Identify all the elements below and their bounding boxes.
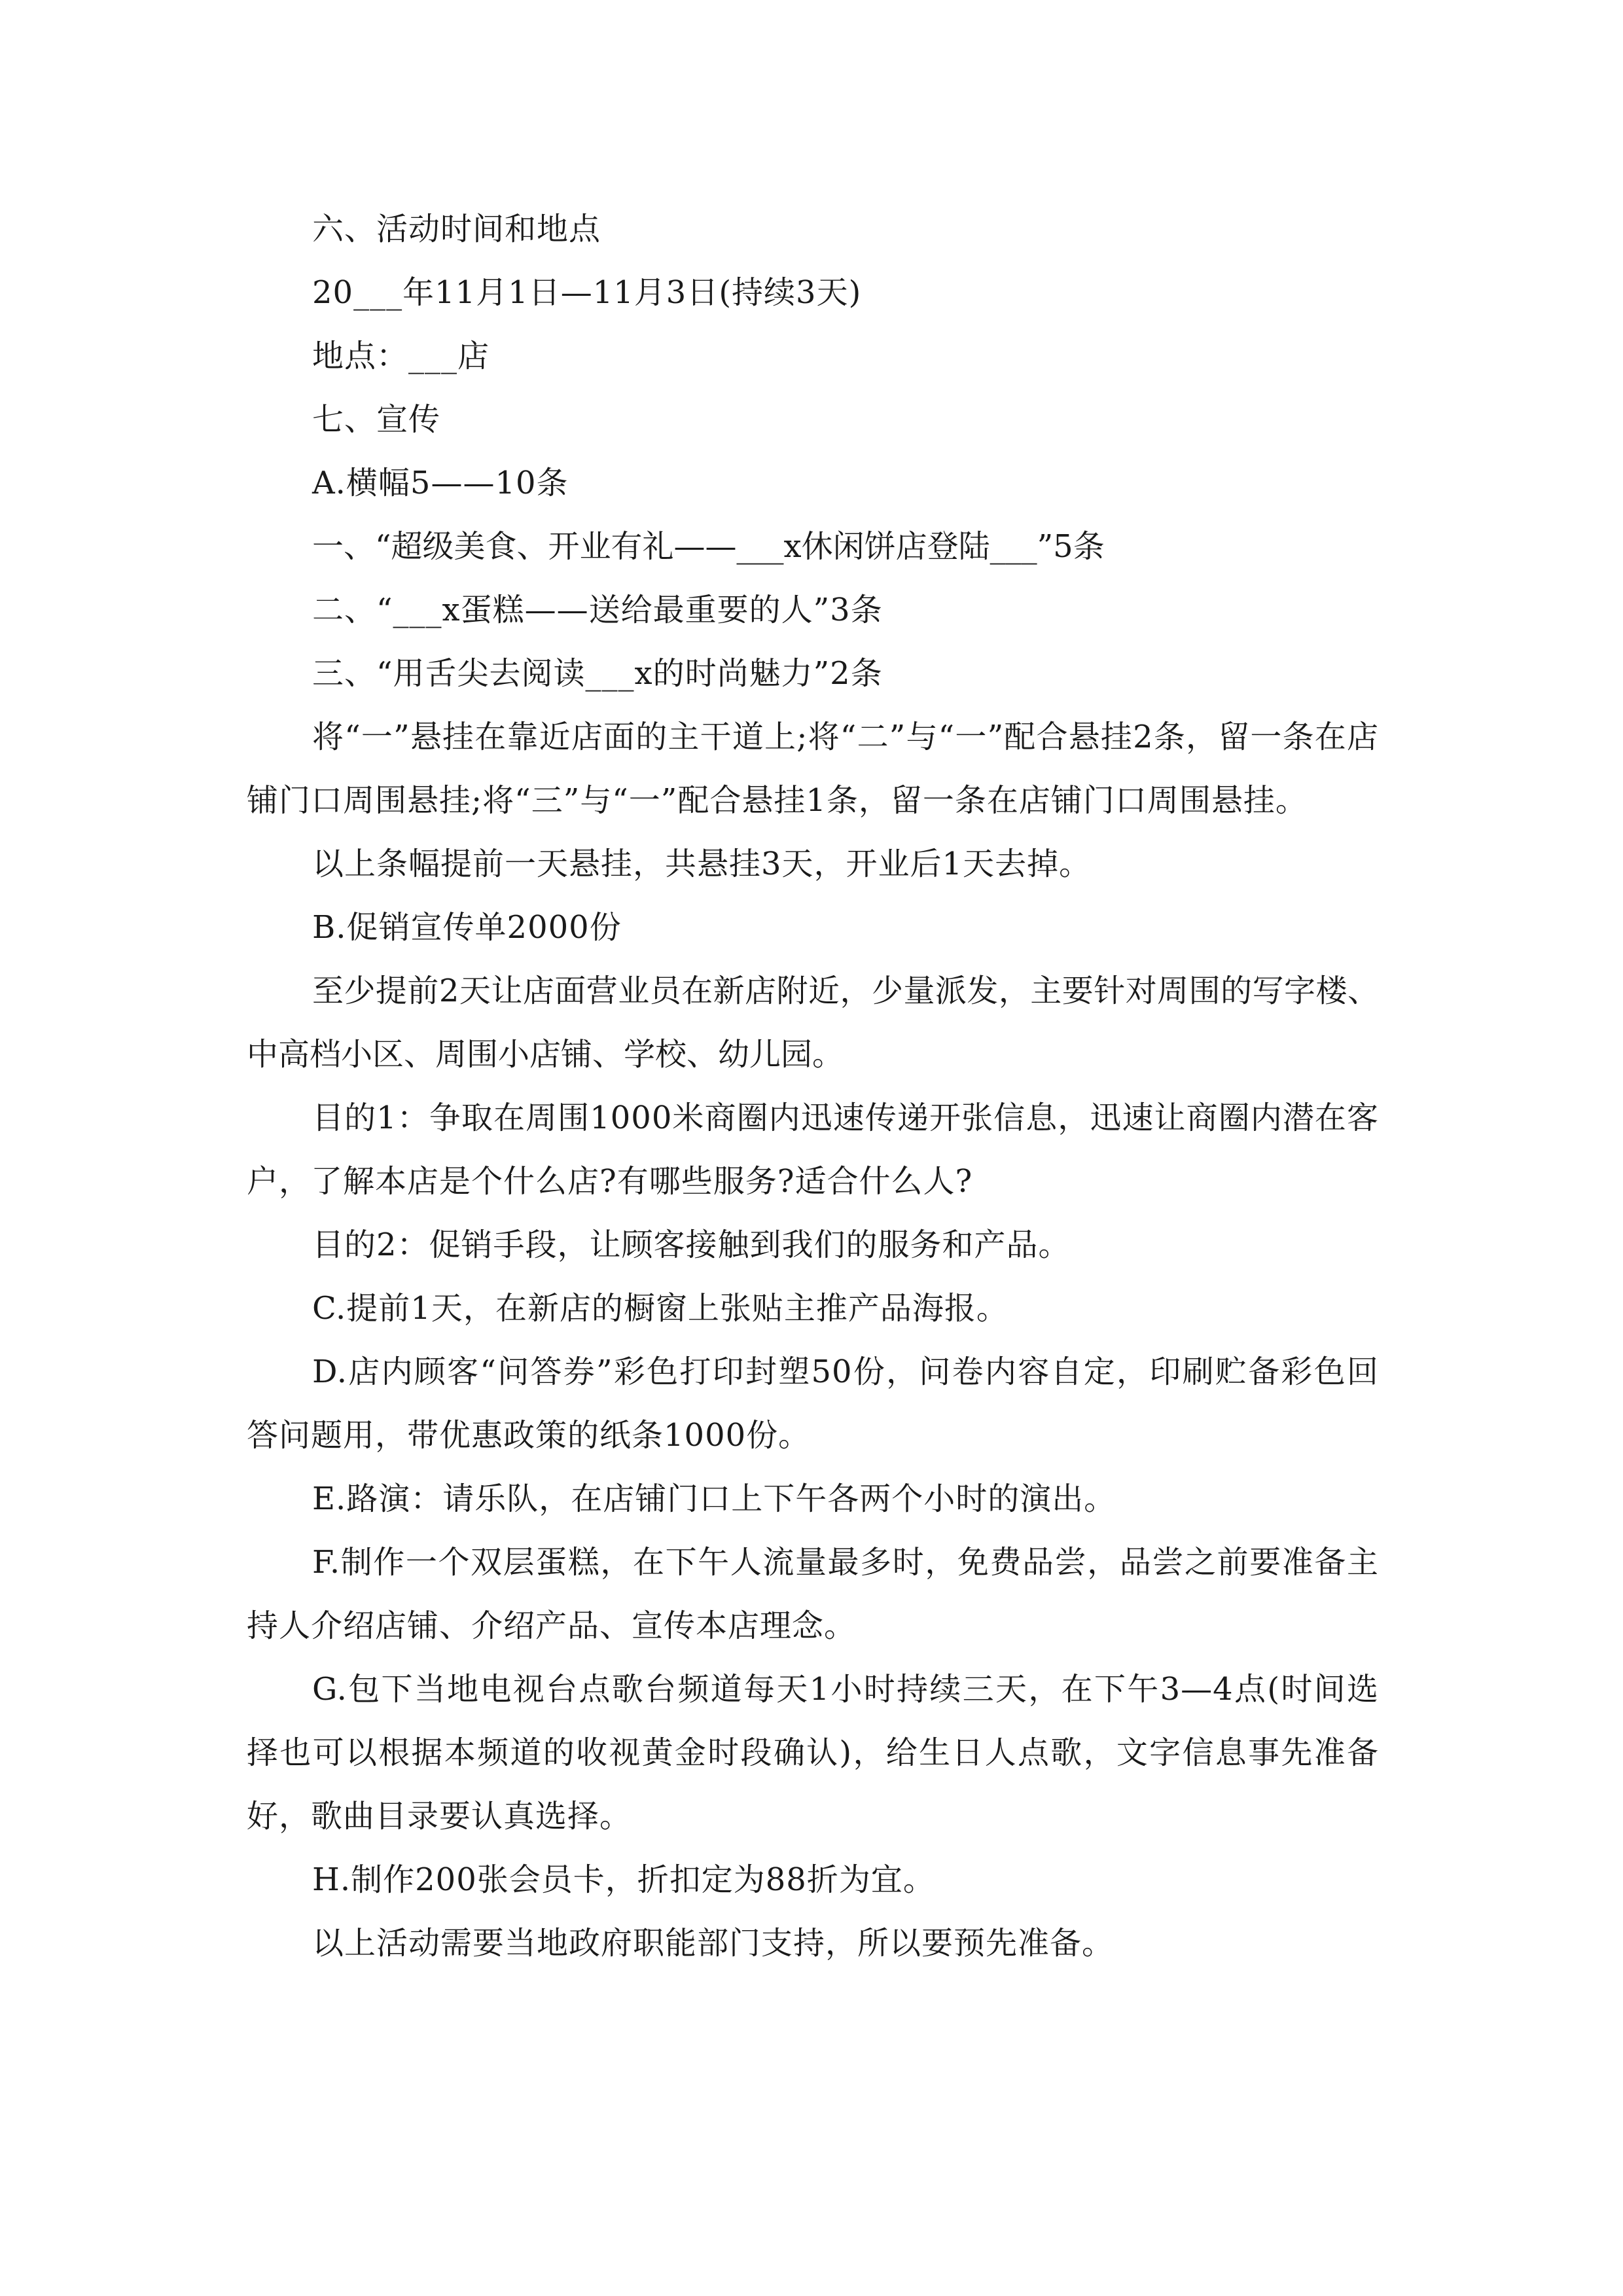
paragraph-banner-schedule: 以上条幅提前一天悬挂，共悬挂3天，开业后1天去掉。 — [312, 846, 1092, 882]
paragraph-cake: F.制作一个双层蛋糕，在下午人流量最多时，免费品尝，品尝之前要准备主持人介绍店铺、介绍产品、宣传本店理念。 — [247, 1544, 1379, 1644]
section-heading-activity-time-place: 六、活动时间和地点 — [312, 211, 601, 247]
paragraph-location: 地点：___店 — [312, 338, 490, 374]
section-heading-promotion: 七、宣传 — [312, 401, 441, 438]
paragraph-goal-two: 目的2：促销手段，让顾客接触到我们的服务和产品。 — [312, 1227, 1071, 1263]
paragraph-goal-one: 目的1：争取在周围1000米商圈内迅速传递开张信息，迅速让商圈内潜在客户，了解本店是个什么店?有哪些服务?适合什么人? — [247, 1100, 1379, 1200]
paragraph-banner-three: 三、“用舌尖去阅读___x的时尚魅力”2条 — [312, 655, 883, 692]
paragraph-flyer-distribution: 至少提前2天让店面营业员在新店附近，少量派发，主要针对周围的写字楼、中高档小区、周围小店铺、学校、幼儿园。 — [247, 973, 1379, 1073]
document-body — [247, 198, 1379, 1975]
paragraph-banner-one: 一、“超级美食、开业有礼——___x休闲饼店登陆___”5条 — [312, 528, 1105, 565]
paragraph-membership-card: H.制作200张会员卡，折扣定为88折为宜。 — [312, 1861, 935, 1898]
paragraph-government-support: 以上活动需要当地政府职能部门支持，所以要预先准备。 — [312, 1925, 1115, 1962]
paragraph-flyers: B.促销宣传单2000份 — [312, 909, 622, 946]
paragraph-date-range: 20___年11月1日—11月3日(持续3天) — [312, 274, 862, 311]
paragraph-tv-channel: G.包下当地电视台点歌台频道每天1小时持续三天，在下午3—4点(时间选择也可以根据本频道的收视黄金时段确认)，给生日人点歌，文字信息事先准备好，歌曲目录要认真选择。 — [247, 1671, 1379, 1835]
paragraph-banner-hanging: 将“一”悬挂在靠近店面的主干道上;将“二”与“一”配合悬挂2条，留一条在店铺门口周围悬挂;将“三”与“一”配合悬挂1条，留一条在店铺门口周围悬挂。 — [247, 719, 1379, 819]
paragraph-poster: C.提前1天，在新店的橱窗上张贴主推产品海报。 — [312, 1290, 1008, 1327]
paragraph-banners: A.横幅5——10条 — [312, 465, 569, 501]
paragraph-roadshow: E.路演：请乐队，在店铺门口上下午各两个小时的演出。 — [312, 1480, 1116, 1517]
paragraph-banner-two: 二、“___x蛋糕——送给最重要的人”3条 — [312, 592, 883, 628]
paragraph-questionnaire: D.店内顾客“问答券”彩色打印封塑50份，问卷内容自定，印刷贮备彩色回答问题用，带优惠政策的纸条1000份。 — [247, 1354, 1379, 1454]
